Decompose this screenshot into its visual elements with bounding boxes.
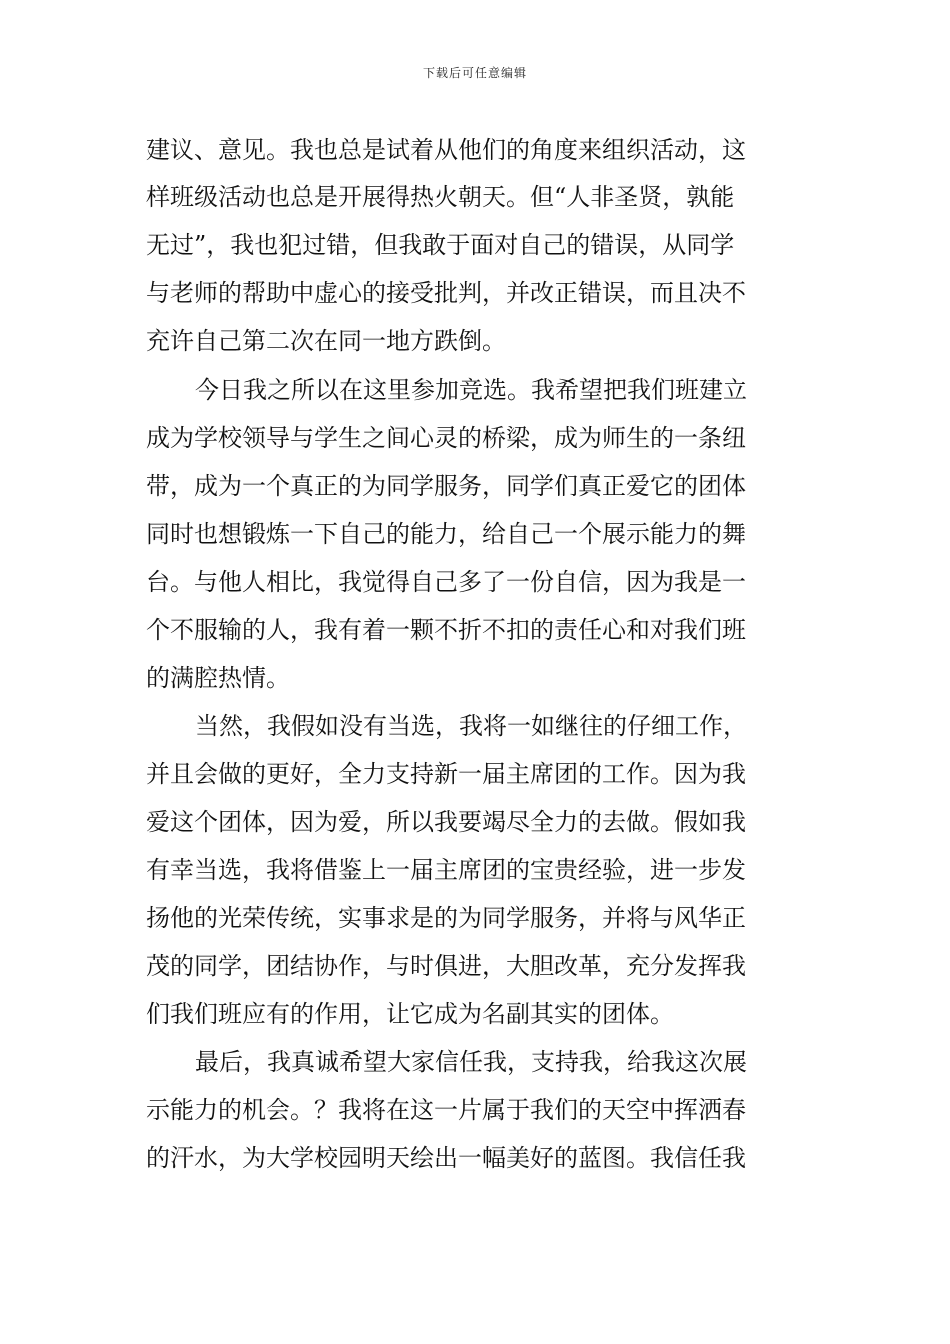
text-line: 并且会做的更好，全力支持新一届主席团的工作。因为我 (146, 760, 746, 788)
text-line: 建议、意见。我也总是试着从他们的角度来组织活动，这 (146, 136, 746, 164)
text-line: 与老师的帮助中虚心的接受批判，并改正错误，而且决不 (146, 279, 746, 307)
text-line: 茂的同学，团结协作，与时俱进，大胆改革，充分发挥我 (146, 952, 746, 980)
text-line: 的满腔热情。 (146, 664, 290, 692)
text-line: 们我们班应有的作用，让它成为名副其实的团体。 (146, 1000, 674, 1028)
text-line: 充许自己第二次在同一地方跌倒。 (146, 327, 506, 355)
text-line: 示能力的机会。？我将在这一片属于我们的天空中挥洒春 (146, 1096, 746, 1124)
text-line: 成为学校领导与学生之间心灵的桥梁，成为师生的一条纽 (146, 424, 746, 452)
text-line: 样班级活动也总是开展得热火朝天。但“人非圣贤，孰能 (146, 183, 735, 211)
text-line: 有幸当选，我将借鉴上一届主席团的宝贵经验，进一步发 (146, 856, 746, 884)
text-line: 扬他的光荣传统，实事求是的为同学服务，并将与风华正 (146, 904, 746, 932)
text-line: 台。与他人相比，我觉得自己多了一份自信，因为我是一 (146, 568, 746, 596)
text-line: 个不服输的人，我有着一颗不折不扣的责任心和对我们班 (146, 616, 746, 644)
page-header: 下载后可任意编辑 (422, 66, 527, 80)
text-line: 带，成为一个真正的为同学服务，同学们真正爱它的团体 (146, 472, 746, 500)
paragraph-start-line: 最后，我真诚希望大家信任我，支持我，给我这次展 (195, 1048, 747, 1076)
text-line: 的汗水，为大学校园明天绘出一幅美好的蓝图。我信任我 (146, 1144, 746, 1172)
paragraph-start-line: 当然，我假如没有当选，我将一如继往的仔细工作， (195, 712, 747, 740)
text-line: 爱这个团体，因为爱，所以我要竭尽全力的去做。假如我 (146, 808, 746, 836)
text-line: 同时也想锻炼一下自己的能力，给自己一个展示能力的舞 (146, 520, 746, 548)
paragraph-start-line: 今日我之所以在这里参加竞选。我希望把我们班建立 (195, 376, 747, 404)
text-line: 无过”，我也犯过错，但我敢于面对自己的错误，从同学 (146, 231, 735, 259)
